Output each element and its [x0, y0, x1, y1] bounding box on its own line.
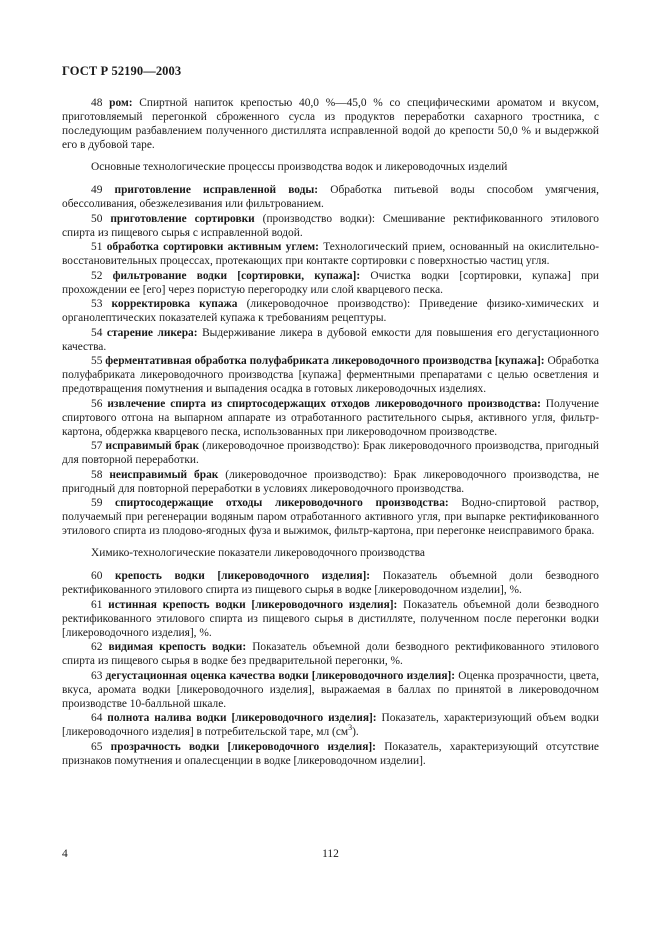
entry-number: 53 — [91, 298, 103, 310]
entry-number: 61 — [91, 598, 103, 611]
entry-definition: (ликероводочное производство): Приведение физико-химических и органолептических показателей купажа к требованиям рецептуры. — [62, 298, 599, 324]
entry-number: 65 — [91, 740, 103, 753]
entry-number: 62 — [91, 641, 103, 653]
entry-definition: Показатель, характеризующий отсутствие признаков помутнения и опалесценции в водке [ликероводочном изделии]. — [62, 740, 599, 767]
entry-number: 58 — [91, 468, 103, 481]
term-entry-51 — [62, 240, 599, 268]
entry-number: 60 — [91, 570, 103, 582]
term-entry-60 — [62, 569, 599, 597]
term-entry-50 — [62, 212, 599, 240]
section-title-processes: Основные технологические процессы производства водок и ликероводочных изделий — [91, 161, 508, 173]
entry-definition: Оценка прозрачности, цвета, вкуса, аромата водки [ликероводочного изделия], выражаемая в баллах по принятой в ликероводочном производстве 10-балльной шкале. — [62, 669, 599, 710]
entry-term: неисправимый брак — [109, 468, 219, 481]
entry-number: 50 — [91, 212, 103, 225]
entry-term: обработка сортировки активным углем: — [106, 241, 319, 253]
term-entry-54 — [62, 326, 599, 354]
entry-definition: Показатель, характеризующий объем водки [ликероводочного изделия] в потребительской таре, мл (см — [62, 712, 599, 738]
entry-term: исправимый брак — [105, 440, 200, 452]
entry-definition: Водно-спиртовой раствор, получаемый при регенерации водяным паром отработанного активного угля, при выпарке ректификованного этилового спирта из плодово-ягодных фуза и выжимок, фильтр-картона, при перегонке неисправимого брака. — [62, 497, 599, 537]
entry-term: извлечение спирта из спиртосодержащих отходов ликероводочного производства: — [107, 397, 541, 410]
entry-number: 63 — [91, 669, 103, 682]
term-entry-59 — [62, 496, 599, 538]
entry-definition: Спиртной напиток крепостью 40,0 %—45,0 % со специфическими ароматом и вкусом, приготовляемый перегонкой сброженного сусла из продуктов переработки сахарного тростника, с последующим разбавлением полученного дистиллята исправленной водой до крепости 50,0 % и выдержкой его в дубовой таре. — [62, 97, 599, 151]
entry-definition: Получение спиртового отгона на выпарном аппарате из отработанного растительного сырья, активного угля, фильтр-картона, обдержка кварцевого песка, использованных при ликероводочном производстве. — [62, 397, 599, 438]
entry-term: старение ликера: — [106, 326, 198, 339]
section-title-indicators: Химико-технологические показатели ликероводочного производства — [91, 547, 425, 559]
term-entry-61 — [62, 598, 599, 640]
entry-definition: (производство водки): Смешивание ректификованного этилового спирта из пищевого сырья с исправленной водой. — [62, 212, 599, 239]
entry-number: 48 — [91, 97, 103, 109]
document-header: ГОСТ Р 52190—2003 — [62, 64, 182, 78]
entry-number: 57 — [91, 440, 103, 452]
page-number-left: 4 — [62, 848, 68, 860]
entry-number: 52 — [91, 269, 103, 282]
entry-term: корректировка купажа — [111, 298, 238, 310]
superscript: 3 — [348, 723, 353, 733]
entry-term: истинная крепость водки [ликероводочного изделия]: — [108, 598, 398, 611]
term-entry-62 — [62, 640, 599, 668]
entry-definition: Показатель объемной доли безводного ректификованного этилового спирта из пищевого сырья в водке [ликероводочном изделии], %. — [62, 570, 599, 596]
entry-term: полнота налива водки [ликероводочного изделия]: — [107, 712, 377, 724]
entry-number: 59 — [91, 497, 103, 509]
term-entry-57 — [62, 439, 599, 467]
term-entry-48 — [62, 96, 599, 152]
entry-term: крепость водки [ликероводочного изделия]: — [114, 570, 371, 582]
entry-number: 64 — [91, 712, 103, 724]
entry-term: ром: — [109, 97, 133, 109]
entry-number: 51 — [91, 241, 103, 253]
term-entry-55 — [62, 354, 599, 396]
entry-term: дегустационная оценка качества водки [ликероводочного изделия]: — [105, 669, 456, 682]
entry-number: 56 — [91, 397, 103, 410]
entry-term: ферментативная обработка полуфабриката ликероводочного производства [купажа]: — [105, 355, 545, 367]
term-entry-64 — [62, 711, 599, 739]
term-entry-63 — [62, 669, 599, 711]
term-entry-58 — [62, 468, 599, 496]
entry-number: 55 — [91, 355, 103, 367]
entry-term: прозрачность водки [ликероводочного изделия]: — [110, 740, 376, 753]
entry-term: фильтрование водки [сортировки, купажа]: — [112, 269, 361, 282]
page-number-center: 112 — [322, 848, 339, 860]
entry-term: видимая крепость водки: — [108, 641, 247, 653]
entry-definition: (ликероводочное производство): Брак ликероводочного производства, не пригодный для повторной переработки в условиях ликероводочного производства. — [62, 468, 600, 495]
entry-definition: Показатель объемной доли безводного ректификованного этилового спирта из пищевого сырья в дистилляте, полученном после перегонки водки [ликероводочного изделия], %. — [62, 598, 599, 639]
entry-definition: Обработка полуфабриката ликероводочного производства [купажа] ферментными препаратами с целью осветления и предотвращения помутнения и выпадения осадка в готовых ликероводочных изделиях. — [62, 355, 599, 395]
term-entry-53 — [62, 297, 599, 325]
entry-definition: Технологический прием, основанный на окислительно-восстановительных процессах, протекающих при контакте сортировки с поверхностью частиц угля. — [62, 241, 599, 267]
entry-term: спиртосодержащие отходы ликероводочного производства: — [115, 497, 449, 509]
document-body — [62, 96, 599, 768]
entry-definition: Обработка питьевой воды способом умягчения, обессоливания, обезжелезивания или фильтрованием. — [62, 184, 599, 210]
term-entry-65 — [62, 740, 599, 768]
entry-definition: Выдерживание ликера в дубовой емкости для повышения его дегустационного качества. — [62, 326, 599, 353]
entry-term: приготовление сортировки — [110, 212, 255, 225]
entry-number: 49 — [91, 184, 103, 196]
term-entry-56 — [62, 397, 599, 439]
entry-number: 54 — [91, 326, 103, 339]
entry-definition-tail: ). — [352, 726, 359, 738]
entry-definition: Очистка водки [сортировки, купажа] при прохождении ее [его] через пористую перегородку или слой кварцевого песка. — [62, 269, 600, 296]
term-entry-49 — [62, 183, 599, 211]
term-entry-52 — [62, 269, 599, 297]
entry-definition: Показатель объемной доли безводного ректификованного этилового спирта из пищевого сырья в водке без предварительной перегонки, %. — [62, 641, 600, 667]
entry-term: приготовление исправленной воды: — [114, 184, 319, 196]
entry-definition: (ликероводочное производство): Брак ликероводочного производства, пригодный для повторной переработки. — [62, 440, 599, 466]
